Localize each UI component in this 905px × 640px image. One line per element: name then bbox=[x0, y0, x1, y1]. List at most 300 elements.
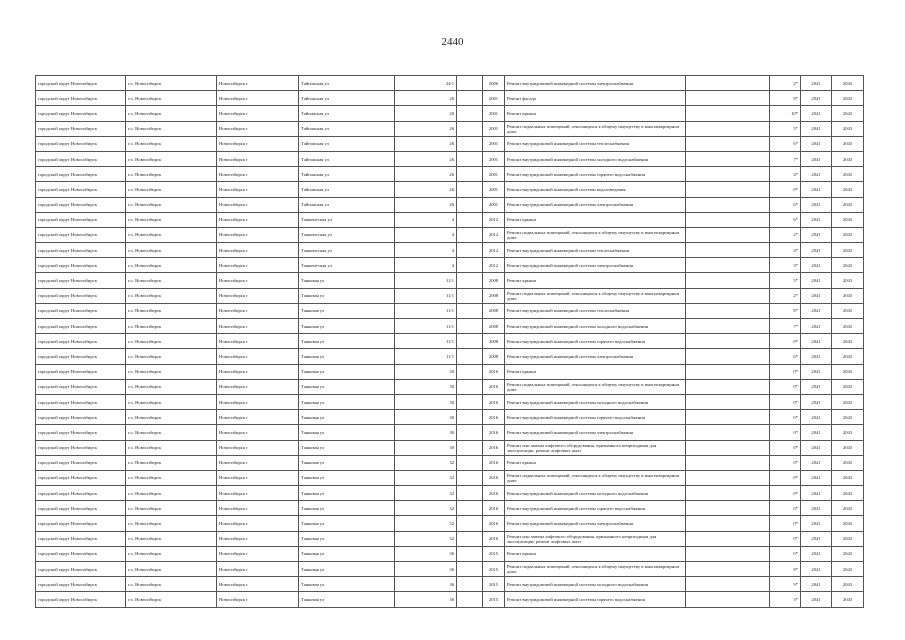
cell-street: Танковая ул bbox=[299, 319, 395, 334]
cell-district: городской округ Новосибирск bbox=[36, 197, 126, 212]
cell-work-type: Ремонт или замена лифтового оборудования, признанного непригодным для эксплуатации, ремонт лифтовых шахт bbox=[505, 531, 686, 546]
cell-district: городской округ Новосибирск bbox=[36, 394, 126, 409]
cell-locality: Новосибирск г bbox=[217, 273, 299, 288]
cell-work-type: Ремонт крыши bbox=[505, 106, 686, 121]
cell-year: 2012 bbox=[483, 258, 505, 273]
cell-house: 30 bbox=[395, 364, 457, 379]
registry-table bbox=[35, 75, 864, 608]
cell-period-end: 2043 bbox=[832, 592, 864, 607]
cell-period-end: 2043 bbox=[832, 76, 864, 91]
cell-district: городской округ Новосибирск bbox=[36, 592, 126, 607]
cell-building bbox=[457, 258, 483, 273]
cell-district: городской округ Новосибирск bbox=[36, 91, 126, 106]
cell-house: 4 bbox=[395, 227, 457, 242]
cell-building bbox=[457, 592, 483, 607]
table-row bbox=[36, 106, 864, 121]
cell-period-end: 2043 bbox=[832, 273, 864, 288]
cell-period-end: 2043 bbox=[832, 303, 864, 318]
cell-period-end: 2043 bbox=[832, 106, 864, 121]
cell-street: Тайгинская ул bbox=[299, 136, 395, 151]
cell-period-end: 2043 bbox=[832, 562, 864, 577]
cell-year: 2016 bbox=[483, 379, 505, 394]
cell-work-type: Ремонт внутридомовой инженерной системы теплоснабжения bbox=[505, 243, 686, 258]
cell-amount bbox=[686, 182, 770, 197]
cell-building bbox=[457, 470, 483, 485]
cell-locality: Новосибирск г bbox=[217, 76, 299, 91]
cell-locality: Новосибирск г bbox=[217, 319, 299, 334]
cell-street: Танковая ул bbox=[299, 273, 395, 288]
table-row bbox=[36, 546, 864, 561]
cell-year: 2001 bbox=[483, 182, 505, 197]
cell-district: городской округ Новосибирск bbox=[36, 470, 126, 485]
cell-street: Тайгинская ул bbox=[299, 151, 395, 166]
cell-street: Танковая ул bbox=[299, 379, 395, 394]
cell-building bbox=[457, 425, 483, 440]
cell-building bbox=[457, 212, 483, 227]
cell-amount bbox=[686, 303, 770, 318]
cell-year: 2016 bbox=[483, 486, 505, 501]
cell-period-start: 2041 bbox=[801, 410, 832, 425]
cell-building bbox=[457, 562, 483, 577]
cell-period-start: 2041 bbox=[801, 121, 832, 136]
cell-priority: 0* bbox=[770, 516, 801, 531]
table-row bbox=[36, 501, 864, 516]
cell-period-start: 2041 bbox=[801, 546, 832, 561]
cell-amount bbox=[686, 364, 770, 379]
cell-street: Танковая ул bbox=[299, 364, 395, 379]
cell-street: Тайгинская ул bbox=[299, 121, 395, 136]
table-row bbox=[36, 486, 864, 501]
page-number: 2440 bbox=[441, 36, 464, 48]
cell-locality: Новосибирск г bbox=[217, 531, 299, 546]
cell-period-start: 2041 bbox=[801, 91, 832, 106]
cell-priority: 9* bbox=[770, 577, 801, 592]
cell-period-end: 2043 bbox=[832, 531, 864, 546]
cell-municipality: г.о. Новосибирск bbox=[126, 364, 217, 379]
cell-work-type: Ремонт крыши bbox=[505, 546, 686, 561]
cell-period-start: 2041 bbox=[801, 364, 832, 379]
cell-priority: 7* bbox=[770, 319, 801, 334]
cell-building bbox=[457, 288, 483, 303]
table-row bbox=[36, 258, 864, 273]
cell-work-type: Ремонт внутридомовой инженерной системы горячего водоснабжения bbox=[505, 592, 686, 607]
table-row bbox=[36, 379, 864, 394]
table-row bbox=[36, 470, 864, 485]
cell-year: 2016 bbox=[483, 394, 505, 409]
cell-district: городской округ Новосибирск bbox=[36, 455, 126, 470]
cell-amount bbox=[686, 410, 770, 425]
cell-district: городской округ Новосибирск bbox=[36, 425, 126, 440]
cell-locality: Новосибирск г bbox=[217, 334, 299, 349]
table-row bbox=[36, 531, 864, 546]
cell-priority: 2* bbox=[770, 288, 801, 303]
cell-amount bbox=[686, 470, 770, 485]
cell-building bbox=[457, 197, 483, 212]
cell-amount bbox=[686, 486, 770, 501]
cell-work-type: Ремонт внутридомовой инженерной системы электроснабжения bbox=[505, 258, 686, 273]
cell-municipality: г.о. Новосибирск bbox=[126, 76, 217, 91]
cell-locality: Новосибирск г bbox=[217, 151, 299, 166]
cell-period-end: 2043 bbox=[832, 410, 864, 425]
cell-locality: Новосибирск г bbox=[217, 410, 299, 425]
cell-house: 4 bbox=[395, 243, 457, 258]
table-row bbox=[36, 151, 864, 166]
cell-municipality: г.о. Новосибирск bbox=[126, 440, 217, 455]
cell-year: 2001 bbox=[483, 121, 505, 136]
cell-street: Тайгинская ул bbox=[299, 106, 395, 121]
cell-house: 11/1 bbox=[395, 273, 457, 288]
cell-year: 2015 bbox=[483, 562, 505, 577]
cell-house: 30 bbox=[395, 379, 457, 394]
cell-district: городской округ Новосибирск bbox=[36, 562, 126, 577]
cell-priority: 5* bbox=[770, 121, 801, 136]
cell-house: 11/1 bbox=[395, 349, 457, 364]
cell-amount bbox=[686, 319, 770, 334]
cell-amount bbox=[686, 592, 770, 607]
cell-work-type: Ремонт фасада bbox=[505, 91, 686, 106]
cell-building bbox=[457, 319, 483, 334]
cell-locality: Новосибирск г bbox=[217, 425, 299, 440]
cell-period-end: 2043 bbox=[832, 364, 864, 379]
table-row bbox=[36, 425, 864, 440]
cell-district: городской округ Новосибирск bbox=[36, 106, 126, 121]
cell-year: 2016 bbox=[483, 501, 505, 516]
cell-street: Танковая ул bbox=[299, 470, 395, 485]
cell-municipality: г.о. Новосибирск bbox=[126, 501, 217, 516]
table-row bbox=[36, 364, 864, 379]
cell-amount bbox=[686, 440, 770, 455]
cell-locality: Новосибирск г bbox=[217, 394, 299, 409]
cell-amount bbox=[686, 136, 770, 151]
cell-work-type: Ремонт внутридомовой инженерной системы холодного водоснабжения bbox=[505, 319, 686, 334]
cell-period-start: 2041 bbox=[801, 303, 832, 318]
cell-period-end: 2043 bbox=[832, 91, 864, 106]
cell-year: 2016 bbox=[483, 440, 505, 455]
cell-locality: Новосибирск г bbox=[217, 470, 299, 485]
cell-building bbox=[457, 349, 483, 364]
table-row bbox=[36, 76, 864, 91]
table-row bbox=[36, 592, 864, 607]
cell-locality: Новосибирск г bbox=[217, 227, 299, 242]
cell-year: 2008 bbox=[483, 319, 505, 334]
cell-street: Тайгинская ул bbox=[299, 197, 395, 212]
cell-work-type: Ремонт подвальных помещений, относящихся к общему имуществу в многоквартирном доме bbox=[505, 562, 686, 577]
cell-period-start: 2041 bbox=[801, 106, 832, 121]
cell-period-end: 2043 bbox=[832, 334, 864, 349]
cell-house: 26 bbox=[395, 136, 457, 151]
cell-house: 32 bbox=[395, 501, 457, 516]
cell-house: 11/1 bbox=[395, 319, 457, 334]
table-row bbox=[36, 182, 864, 197]
cell-street: Танковая ул bbox=[299, 349, 395, 364]
cell-locality: Новосибирск г bbox=[217, 349, 299, 364]
cell-priority: 0* bbox=[770, 470, 801, 485]
cell-period-end: 2043 bbox=[832, 212, 864, 227]
registry-body bbox=[36, 76, 864, 608]
cell-year: 2015 bbox=[483, 577, 505, 592]
cell-locality: Новосибирск г bbox=[217, 440, 299, 455]
cell-year: 2016 bbox=[483, 364, 505, 379]
cell-period-start: 2041 bbox=[801, 334, 832, 349]
cell-house: 11/1 bbox=[395, 288, 457, 303]
cell-period-start: 2041 bbox=[801, 455, 832, 470]
cell-house: 30 bbox=[395, 394, 457, 409]
cell-period-start: 2041 bbox=[801, 394, 832, 409]
cell-locality: Новосибирск г bbox=[217, 486, 299, 501]
cell-district: городской округ Новосибирск bbox=[36, 334, 126, 349]
table-row bbox=[36, 243, 864, 258]
cell-priority: 6* bbox=[770, 136, 801, 151]
cell-year: 2008 bbox=[483, 349, 505, 364]
cell-locality: Новосибирск г bbox=[217, 379, 299, 394]
cell-amount bbox=[686, 531, 770, 546]
cell-period-start: 2041 bbox=[801, 167, 832, 182]
cell-period-end: 2043 bbox=[832, 349, 864, 364]
cell-year: 2016 bbox=[483, 531, 505, 546]
cell-period-start: 2041 bbox=[801, 197, 832, 212]
cell-building bbox=[457, 167, 483, 182]
cell-locality: Новосибирск г bbox=[217, 182, 299, 197]
cell-street: Ташкентская ул bbox=[299, 227, 395, 242]
cell-locality: Новосибирск г bbox=[217, 258, 299, 273]
cell-work-type: Ремонт внутридомовой инженерной системы электроснабжения bbox=[505, 425, 686, 440]
cell-year: 2016 bbox=[483, 470, 505, 485]
cell-municipality: г.о. Новосибирск bbox=[126, 167, 217, 182]
cell-period-end: 2043 bbox=[832, 394, 864, 409]
cell-year: 2001 bbox=[483, 136, 505, 151]
cell-house: 4 bbox=[395, 212, 457, 227]
cell-locality: Новосибирск г bbox=[217, 303, 299, 318]
cell-period-start: 2041 bbox=[801, 379, 832, 394]
cell-building bbox=[457, 364, 483, 379]
cell-locality: Новосибирск г bbox=[217, 243, 299, 258]
cell-priority: 6* bbox=[770, 197, 801, 212]
cell-municipality: г.о. Новосибирск bbox=[126, 516, 217, 531]
cell-amount bbox=[686, 562, 770, 577]
cell-amount bbox=[686, 516, 770, 531]
cell-work-type: Ремонт подвальных помещений, относящихся к общему имуществу в многоквартирном доме bbox=[505, 121, 686, 136]
cell-period-end: 2043 bbox=[832, 197, 864, 212]
cell-year: 2016 bbox=[483, 425, 505, 440]
cell-district: городской округ Новосибирск bbox=[36, 136, 126, 151]
cell-street: Танковая ул bbox=[299, 425, 395, 440]
cell-amount bbox=[686, 501, 770, 516]
cell-period-start: 2041 bbox=[801, 227, 832, 242]
cell-period-start: 2041 bbox=[801, 258, 832, 273]
cell-house: 26 bbox=[395, 197, 457, 212]
table-row bbox=[36, 197, 864, 212]
cell-municipality: г.о. Новосибирск bbox=[126, 243, 217, 258]
cell-priority: 5* bbox=[770, 273, 801, 288]
cell-district: городской округ Новосибирск bbox=[36, 577, 126, 592]
cell-municipality: г.о. Новосибирск bbox=[126, 182, 217, 197]
cell-priority: 3* bbox=[770, 592, 801, 607]
table-row bbox=[36, 136, 864, 151]
cell-locality: Новосибирск г bbox=[217, 121, 299, 136]
cell-period-end: 2043 bbox=[832, 425, 864, 440]
cell-district: городской округ Новосибирск bbox=[36, 212, 126, 227]
cell-work-type: Ремонт внутридомовой инженерной системы водоотведения bbox=[505, 182, 686, 197]
cell-work-type: Ремонт внутридомовой инженерной системы холодного водоснабжения bbox=[505, 394, 686, 409]
cell-year: 2001 bbox=[483, 91, 505, 106]
cell-year: 2001 bbox=[483, 167, 505, 182]
cell-locality: Новосибирск г bbox=[217, 516, 299, 531]
cell-amount bbox=[686, 379, 770, 394]
cell-municipality: г.о. Новосибирск bbox=[126, 379, 217, 394]
cell-locality: Новосибирск г bbox=[217, 288, 299, 303]
cell-district: городской округ Новосибирск bbox=[36, 243, 126, 258]
cell-municipality: г.о. Новосибирск bbox=[126, 577, 217, 592]
cell-amount bbox=[686, 577, 770, 592]
table-row bbox=[36, 410, 864, 425]
cell-street: Тайгинская ул bbox=[299, 182, 395, 197]
cell-municipality: г.о. Новосибирск bbox=[126, 470, 217, 485]
cell-period-start: 2041 bbox=[801, 76, 832, 91]
cell-year: 2001 bbox=[483, 106, 505, 121]
cell-locality: Новосибирск г bbox=[217, 212, 299, 227]
cell-work-type: Ремонт внутридомовой инженерной системы горячего водоснабжения bbox=[505, 334, 686, 349]
cell-year: 2015 bbox=[483, 546, 505, 561]
cell-year: 2016 bbox=[483, 410, 505, 425]
cell-house: 26 bbox=[395, 182, 457, 197]
cell-house: 32 bbox=[395, 455, 457, 470]
cell-work-type: Ремонт внутридомовой инженерной системы электроснабжения bbox=[505, 349, 686, 364]
cell-municipality: г.о. Новосибирск bbox=[126, 303, 217, 318]
cell-municipality: г.о. Новосибирск bbox=[126, 273, 217, 288]
cell-building bbox=[457, 121, 483, 136]
table-row bbox=[36, 319, 864, 334]
cell-locality: Новосибирск г bbox=[217, 455, 299, 470]
cell-period-end: 2043 bbox=[832, 136, 864, 151]
cell-municipality: г.о. Новосибирск bbox=[126, 151, 217, 166]
cell-house: 30 bbox=[395, 410, 457, 425]
cell-priority: 8* bbox=[770, 562, 801, 577]
cell-district: городской округ Новосибирск bbox=[36, 258, 126, 273]
cell-period-end: 2043 bbox=[832, 151, 864, 166]
cell-building bbox=[457, 379, 483, 394]
cell-municipality: г.о. Новосибирск bbox=[126, 562, 217, 577]
cell-priority: 0* bbox=[770, 425, 801, 440]
cell-street: Танковая ул bbox=[299, 394, 395, 409]
cell-house: 32 bbox=[395, 531, 457, 546]
cell-period-start: 2041 bbox=[801, 440, 832, 455]
cell-priority: 7* bbox=[770, 151, 801, 166]
cell-district: городской округ Новосибирск bbox=[36, 349, 126, 364]
cell-municipality: г.о. Новосибирск bbox=[126, 394, 217, 409]
cell-priority: 0* bbox=[770, 455, 801, 470]
cell-period-end: 2043 bbox=[832, 440, 864, 455]
cell-street: Танковая ул bbox=[299, 546, 395, 561]
cell-district: городской округ Новосибирск bbox=[36, 76, 126, 91]
cell-priority: 0* bbox=[770, 394, 801, 409]
cell-municipality: г.о. Новосибирск bbox=[126, 227, 217, 242]
cell-house: 4 bbox=[395, 258, 457, 273]
cell-building bbox=[457, 546, 483, 561]
table-row bbox=[36, 303, 864, 318]
cell-amount bbox=[686, 91, 770, 106]
cell-municipality: г.о. Новосибирск bbox=[126, 455, 217, 470]
cell-work-type: Ремонт подвальных помещений, относящихся к общему имуществу в многоквартирном доме bbox=[505, 379, 686, 394]
cell-house: 26 bbox=[395, 121, 457, 136]
cell-period-end: 2043 bbox=[832, 486, 864, 501]
cell-municipality: г.о. Новосибирск bbox=[126, 121, 217, 136]
cell-work-type: Ремонт внутридомовой инженерной системы холодного водоснабжения bbox=[505, 151, 686, 166]
cell-period-end: 2043 bbox=[832, 470, 864, 485]
cell-amount bbox=[686, 121, 770, 136]
cell-priority: 3* bbox=[770, 258, 801, 273]
cell-street: Тайгинская ул bbox=[299, 91, 395, 106]
cell-amount bbox=[686, 425, 770, 440]
cell-house: 26 bbox=[395, 167, 457, 182]
cell-district: городской округ Новосибирск bbox=[36, 227, 126, 242]
cell-municipality: г.о. Новосибирск bbox=[126, 91, 217, 106]
cell-district: городской округ Новосибирск bbox=[36, 121, 126, 136]
cell-municipality: г.о. Новосибирск bbox=[126, 425, 217, 440]
cell-period-end: 2043 bbox=[832, 121, 864, 136]
cell-work-type: Ремонт подвальных помещений, относящихся к общему имуществу в многоквартирном доме bbox=[505, 470, 686, 485]
table-row bbox=[36, 121, 864, 136]
table-row bbox=[36, 91, 864, 106]
cell-priority: 6* bbox=[770, 349, 801, 364]
table-row bbox=[36, 455, 864, 470]
cell-municipality: г.о. Новосибирск bbox=[126, 258, 217, 273]
cell-period-end: 2043 bbox=[832, 258, 864, 273]
cell-municipality: г.о. Новосибирск bbox=[126, 288, 217, 303]
cell-period-start: 2041 bbox=[801, 501, 832, 516]
cell-house: 36 bbox=[395, 546, 457, 561]
cell-priority: 0* bbox=[770, 379, 801, 394]
cell-period-start: 2041 bbox=[801, 319, 832, 334]
table-row bbox=[36, 577, 864, 592]
cell-building bbox=[457, 273, 483, 288]
cell-period-end: 2043 bbox=[832, 379, 864, 394]
cell-period-start: 2041 bbox=[801, 349, 832, 364]
cell-house: 26 bbox=[395, 106, 457, 121]
cell-municipality: г.о. Новосибирск bbox=[126, 592, 217, 607]
cell-amount bbox=[686, 243, 770, 258]
cell-locality: Новосибирск г bbox=[217, 106, 299, 121]
cell-locality: Новосибирск г bbox=[217, 167, 299, 182]
cell-amount bbox=[686, 106, 770, 121]
cell-period-end: 2043 bbox=[832, 319, 864, 334]
cell-period-start: 2041 bbox=[801, 212, 832, 227]
cell-period-end: 2043 bbox=[832, 546, 864, 561]
cell-priority: 0* bbox=[770, 410, 801, 425]
cell-district: городской округ Новосибирск bbox=[36, 410, 126, 425]
cell-year: 2008 bbox=[483, 303, 505, 318]
cell-amount bbox=[686, 258, 770, 273]
cell-house: 36 bbox=[395, 592, 457, 607]
cell-period-start: 2041 bbox=[801, 136, 832, 151]
cell-work-type: Ремонт внутридомовой инженерной системы горячего водоснабжения bbox=[505, 501, 686, 516]
cell-period-end: 2043 bbox=[832, 182, 864, 197]
cell-house: 26 bbox=[395, 151, 457, 166]
cell-period-end: 2043 bbox=[832, 227, 864, 242]
cell-amount bbox=[686, 227, 770, 242]
cell-year: 2006 bbox=[483, 76, 505, 91]
cell-municipality: г.о. Новосибирск bbox=[126, 106, 217, 121]
cell-work-type: Ремонт внутридомовой инженерной системы холодного водоснабжения bbox=[505, 577, 686, 592]
cell-building bbox=[457, 516, 483, 531]
cell-period-end: 2043 bbox=[832, 288, 864, 303]
cell-building bbox=[457, 577, 483, 592]
cell-building bbox=[457, 136, 483, 151]
cell-house: 24/1 bbox=[395, 76, 457, 91]
cell-year: 2016 bbox=[483, 516, 505, 531]
cell-priority: 0* bbox=[770, 364, 801, 379]
cell-municipality: г.о. Новосибирск bbox=[126, 546, 217, 561]
cell-period-start: 2041 bbox=[801, 577, 832, 592]
